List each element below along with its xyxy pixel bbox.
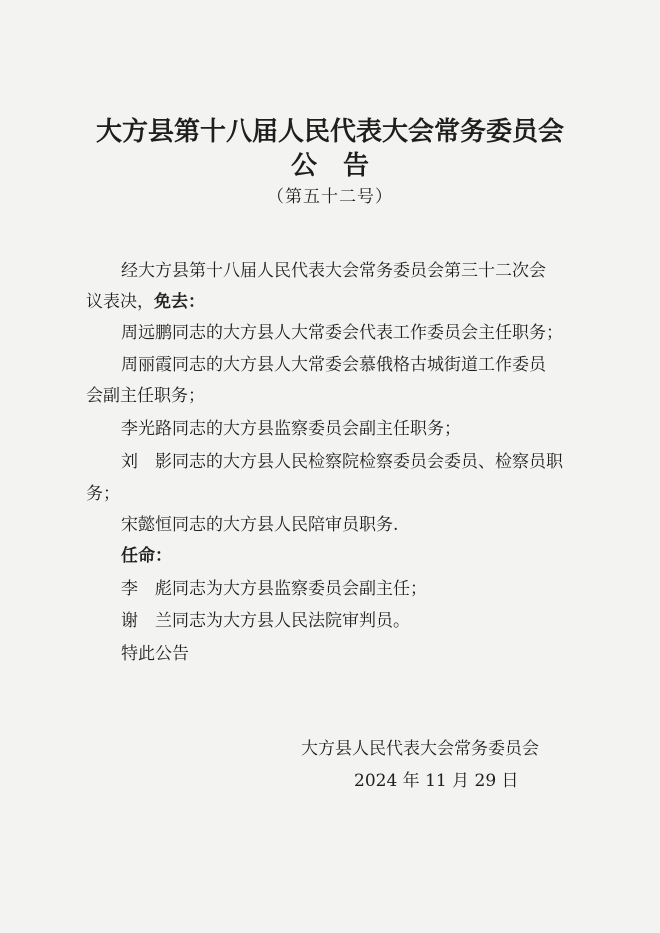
removal-item: 刘 影同志的大方县人民检察院检察委员会委员、检察员职	[121, 452, 563, 472]
removal-item-continued: 务；	[86, 484, 120, 504]
removal-item-continued: 会副主任职务；	[86, 386, 205, 406]
notice-subtitle: 公 告	[290, 151, 369, 181]
removal-item: 宋懿恒同志的大方县人民陪审员职务.	[121, 515, 399, 535]
removal-heading: 免去：	[154, 292, 205, 312]
appointment-item: 谢 兰同志为大方县人民法院审判员。	[121, 611, 410, 631]
removal-item: 周丽霞同志的大方县人大常委会慕俄格古城街道工作委员	[121, 355, 546, 375]
notice-title: 大方县第十八届人民代表大会常务委员会	[95, 117, 564, 147]
signature-date: 2024 年 11 月 29 日	[354, 771, 519, 791]
removal-item: 李光路同志的大方县监察委员会副主任职务；	[121, 419, 461, 439]
intro-line-2-text: 议表决，	[86, 292, 154, 312]
intro-line-2	[86, 290, 205, 314]
closing-text: 特此公告	[121, 644, 189, 664]
signature-organization: 大方县人民代表大会常务委员会	[301, 739, 539, 759]
appointment-item: 李 彪同志为大方县监察委员会副主任；	[121, 579, 427, 599]
removal-item: 周远鹏同志的大方县人大常委会代表工作委员会主任职务；	[121, 323, 563, 343]
notice-number: （第五十二号）	[267, 187, 393, 207]
intro-line-1: 经大方县第十八届人民代表大会常务委员会第三十二次会	[121, 261, 546, 281]
appointment-heading: 任命：	[121, 546, 172, 566]
